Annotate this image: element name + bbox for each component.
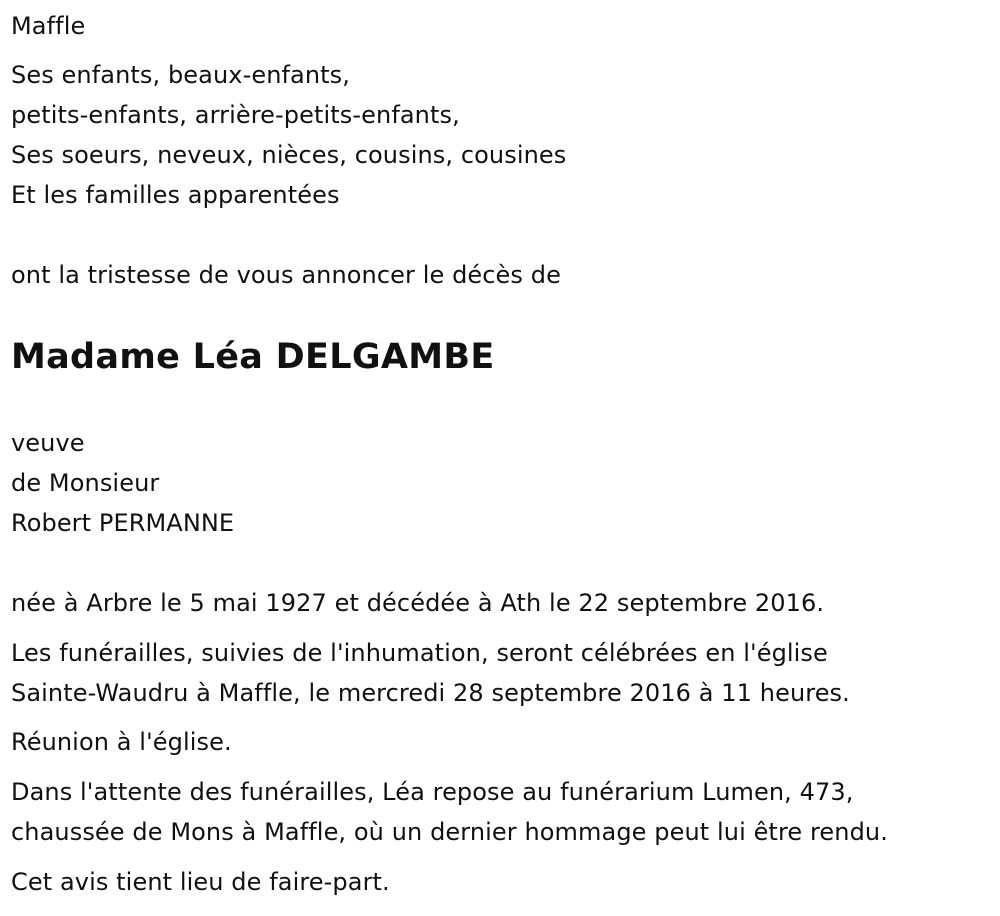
spouse-line: Robert PERMANNE: [11, 509, 235, 537]
birth-death-text: née à Arbre le 5 mai 1927 et décédée à Ath le 22 septembre 2016.: [11, 589, 825, 617]
reunion-text: Réunion à l'église.: [11, 728, 232, 756]
family-line: Ses soeurs, neveux, nièces, cousins, cousines: [11, 141, 567, 169]
place-heading: Maffle: [11, 12, 86, 40]
family-line: Et les familles apparentées: [11, 181, 340, 209]
funeral-line: Sainte-Waudru à Maffle, le mercredi 28 septembre 2016 à 11 heures.: [11, 679, 850, 707]
deceased-name: Madame Léa DELGAMBE: [11, 337, 495, 377]
funeral-line: Les funérailles, suivies de l'inhumation, seront célébrées en l'église: [11, 639, 828, 667]
announcement-text: ont la tristesse de vous annoncer le décès de: [11, 261, 561, 289]
family-line: petits-enfants, arrière-petits-enfants,: [11, 101, 460, 129]
spouse-line: veuve: [11, 429, 85, 457]
viewing-line: chaussée de Mons à Maffle, où un dernier hommage peut lui être rendu.: [11, 818, 888, 846]
viewing-line: Dans l'attente des funérailles, Léa repose au funérarium Lumen, 473,: [11, 778, 854, 806]
spouse-line: de Monsieur: [11, 469, 160, 497]
family-line: Ses enfants, beaux-enfants,: [11, 61, 351, 89]
closing-text: Cet avis tient lieu de faire-part.: [11, 868, 390, 896]
